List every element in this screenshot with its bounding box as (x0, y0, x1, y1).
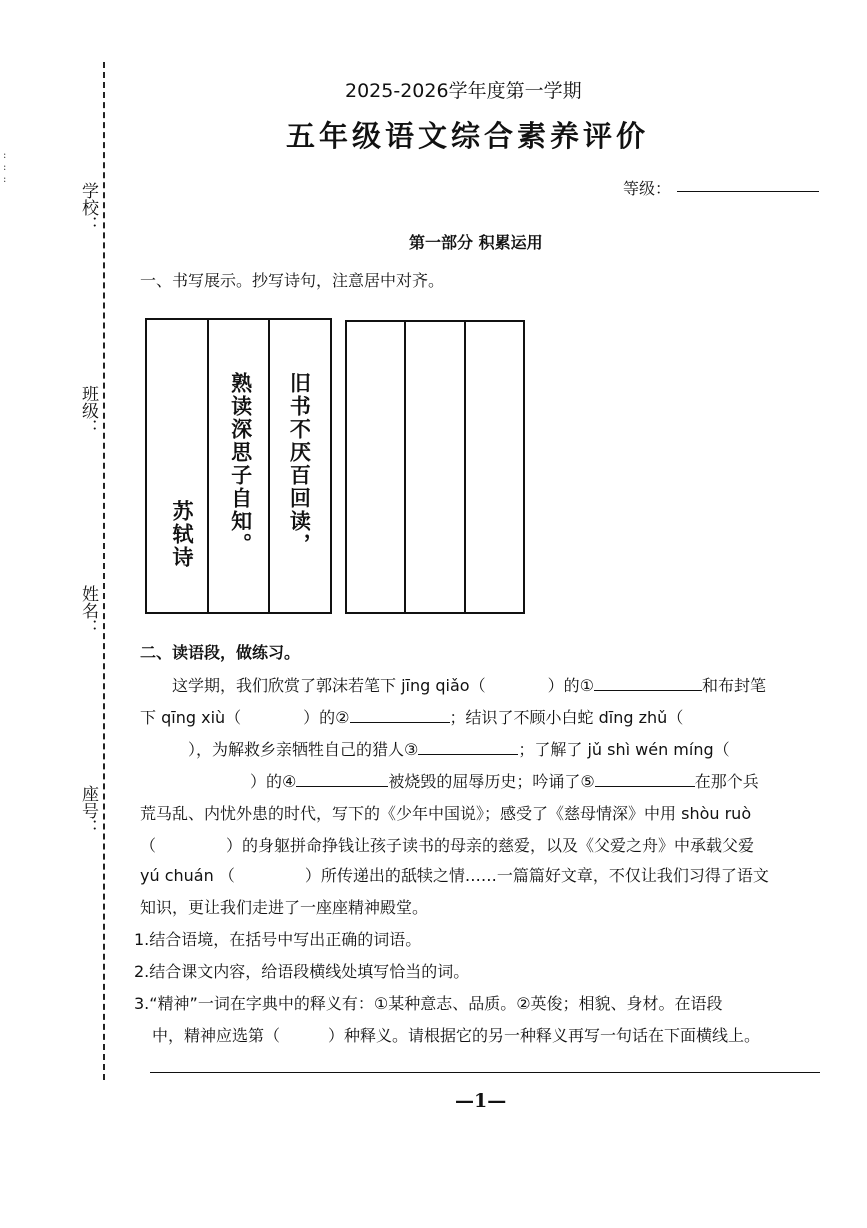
passage-line-5 (140, 799, 751, 829)
fill-blank-2[interactable] (350, 704, 450, 723)
passage-line-3 (188, 735, 730, 765)
pinyin: dīng zhǔ (598, 708, 668, 727)
passage-text: ）的① (547, 676, 594, 695)
passage-text: ），为解救乡亲牺牲自己的猎人③ (188, 740, 419, 759)
poem-line-1: 旧书不厌百回读， (287, 372, 313, 556)
passage-text: 荒马乱、内忧外患的时代，写下的《少年中国说》；感受了《慈母情深》中用 (140, 804, 677, 823)
seat-field-label: 座号： (78, 785, 98, 836)
part-one-title: 第一部分 积累运用 (409, 233, 543, 252)
fill-blank-3[interactable] (418, 736, 518, 755)
passage-text: 在那个兵 (694, 772, 759, 791)
passage-text: ）的② (303, 708, 350, 727)
bracket-blank[interactable] (280, 1023, 328, 1041)
pinyin: yú chuán (140, 866, 214, 885)
bracket-blank[interactable] (241, 705, 303, 723)
practice-column-2[interactable] (404, 322, 463, 612)
class-field-label: 班级： (78, 385, 98, 436)
passage-line-4 (250, 767, 759, 797)
passage-line-1 (172, 671, 766, 701)
passage-text: 知识，更让我们走进了一座座精神殿堂。 (140, 898, 429, 917)
bracket-blank[interactable] (235, 863, 305, 881)
passage-text: ）所传递出的舐犊之情……一篇篇好文章，不仅让我们习得了语文 (304, 866, 769, 885)
pinyin: qīng xiù (161, 708, 226, 727)
bracket-blank[interactable] (156, 833, 226, 851)
edge-marks: : : : (3, 150, 7, 185)
poem-line2-column (207, 320, 269, 612)
poem-author: 苏轼诗 (170, 500, 195, 569)
passage-text: ）种释义。请根据它的另一种释义再写一句话在下面横线上。 (328, 1026, 761, 1045)
grade-label: 等级： (623, 179, 672, 198)
grade-blank[interactable] (677, 191, 819, 192)
passage-text: 这学期，我们欣赏了郭沫若笔下 (172, 676, 397, 695)
exam-title: 五年级语文综合素养评价 (286, 119, 650, 153)
page-number: —1— (455, 1090, 507, 1112)
bracket: （ (140, 836, 157, 855)
passage-text: ；了解了 (518, 740, 583, 759)
school-field-label: 学校： (78, 182, 98, 233)
poem-author-column (147, 320, 207, 612)
practice-column-3[interactable] (464, 322, 523, 612)
fill-blank-4[interactable] (296, 768, 388, 787)
bracket: （ (713, 740, 730, 759)
bracket: （ (469, 676, 486, 695)
passage-text: ）的④ (250, 772, 297, 791)
bracket: （ (225, 708, 242, 727)
fill-blank-1[interactable] (594, 672, 702, 691)
passage-text: 和布封笔 (701, 676, 766, 695)
practice-column-1[interactable] (347, 322, 404, 612)
passage-text: ；结识了不顾小白蛇 (449, 708, 594, 727)
fill-blank-5[interactable] (595, 768, 695, 787)
poem-line1-column (268, 320, 330, 612)
bracket: （ (667, 708, 684, 727)
bracket-blank[interactable] (486, 673, 548, 691)
passage-line-8 (140, 893, 428, 923)
pinyin: shòu ruò (681, 804, 752, 823)
passage-text: 被烧毁的屈辱历史；吟诵了⑤ (388, 772, 595, 791)
poem-example-box (145, 318, 332, 614)
bracket: （ (218, 866, 235, 885)
pinyin: jīng qiǎo (401, 676, 470, 695)
sub-question-1: 1.结合语境，在括号中写出正确的词语。 (134, 930, 422, 949)
question-one-heading: 一、书写展示。抄写诗句，注意居中对齐。 (140, 271, 445, 290)
handwriting-practice-box[interactable] (345, 320, 525, 614)
passage-text: 下 (140, 708, 157, 727)
binding-dashed-line (103, 62, 105, 1080)
passage-text: 中，精神应选第（ (152, 1026, 281, 1045)
passage-text: ）的身躯拼命挣钱让孩子读书的母亲的慈爱，以及《父爱之舟》中承载父爱 (226, 836, 755, 855)
question-two-heading: 二、读语段，做练习。 (140, 643, 301, 662)
poem-line-2: 熟读深思子自知。 (228, 372, 254, 556)
passage-line-6 (140, 831, 754, 861)
answer-line[interactable] (150, 1072, 820, 1073)
sub-question-3-line-1: 3.“精神”一词在字典中的释义有：①某种意志、品质。②英俊；相貌、身材。在语段 (134, 994, 723, 1013)
pinyin: jǔ shì wén míng (587, 740, 714, 759)
semester-title: 2025-2026学年度第一学期 (345, 80, 582, 102)
sub-question-3-line-2 (152, 1021, 760, 1051)
passage-line-2 (140, 703, 683, 733)
name-field-label: 姓名： (78, 585, 98, 636)
passage-line-7 (140, 861, 769, 891)
sub-question-2: 2.结合课文内容，给语段横线处填写恰当的词。 (134, 962, 470, 981)
